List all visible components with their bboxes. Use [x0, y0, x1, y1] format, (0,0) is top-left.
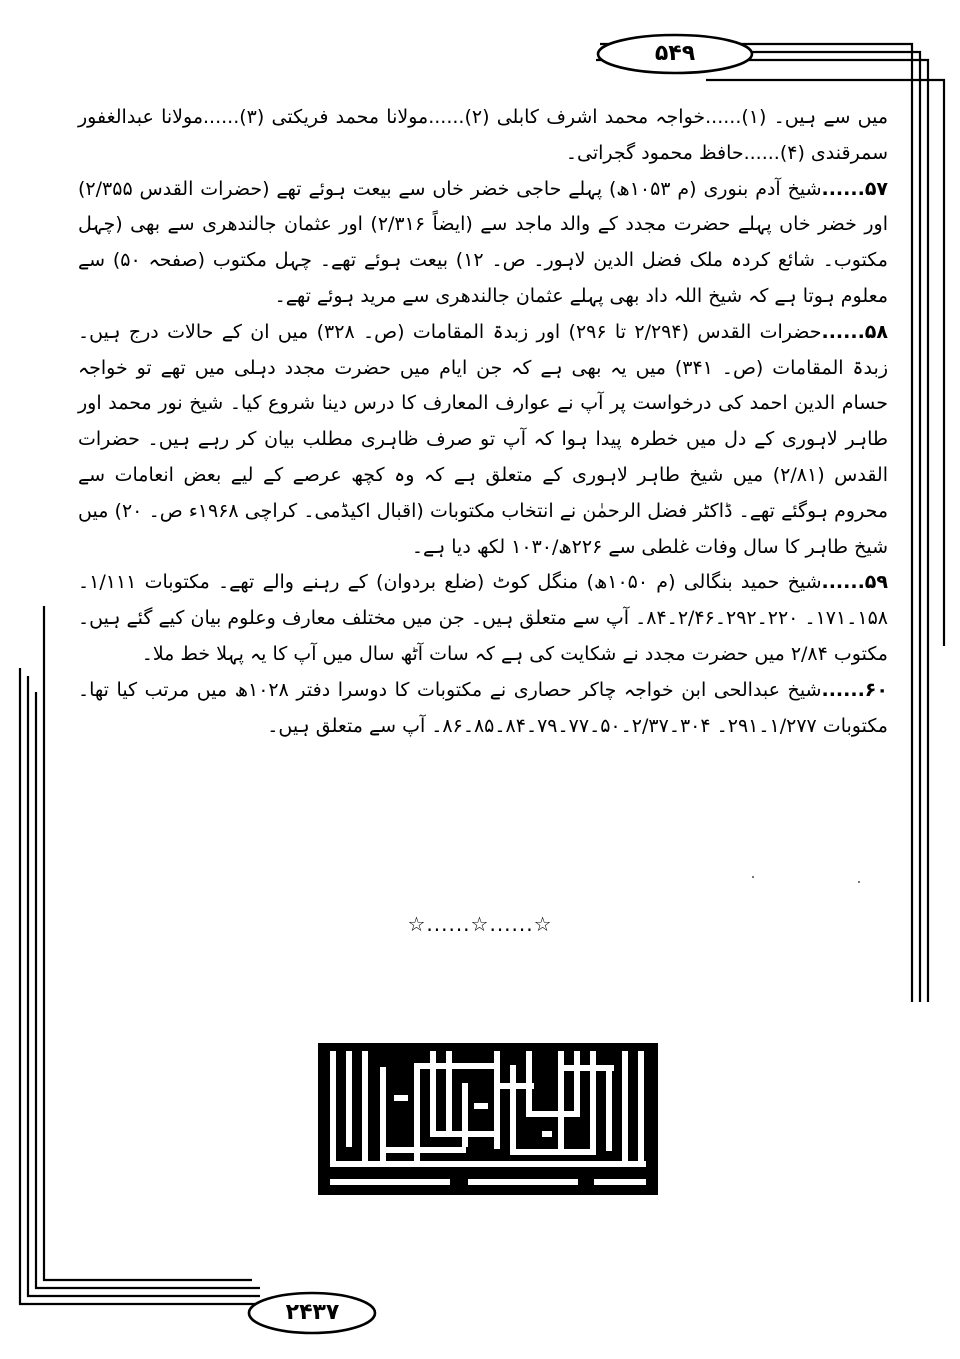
note-60-text: شیخ عبدالحی ابن خواجہ چاکر حصاری نے مکتوبات کا دوسرا دفتر ۱۰۲۸ھ میں مرتب کیا تھا۔ مکتوبات ۱/۲۷۷۔۲۹۱۔ ۳۰۴۔۲/۳۷۔۵۰۔۷۷۔۷۹۔۸۴۔۸۵۔۸۶۔ آپ سے متعلق ہیں۔: [78, 678, 888, 737]
scan-speck: [858, 881, 860, 883]
intro-paragraph: میں سے ہیں۔ (۱)......خواجہ محمد اشرف کابلی (۲)......مولانا محمد فریکتی (۳)......مولانا عبدالغفور سمرقندی (۴)......حافظ محمود گجراتی۔: [78, 106, 888, 164]
note-59: [78, 565, 888, 672]
note-60: [78, 673, 888, 745]
footnotes-body: [78, 100, 888, 744]
page-number-bottom: ۲۴۳۷: [285, 1300, 340, 1325]
note-57: [78, 172, 888, 315]
note-57-number: ۵۷......: [821, 177, 889, 200]
scan-speck: [752, 876, 754, 878]
note-59-number: ۵۹......: [821, 571, 888, 594]
note-59-text: شیخ حمید بنگالی (م ۱۰۵۰ھ) منگل کوٹ (ضلع بردوان) کے رہنے والے تھے۔ مکتوبات ۱/۱۱۱۔۱۵۸۔۱۷۱۔ ۲۲۰۔۲۹۲۔۲/۴۶۔۸۴۔ آپ سے متعلق ہیں۔ جن میں مختلف معارف وعلوم بیان کیے گئے ہیں۔ مکتوب ۲/۸۴ میں حضرت مجدد نے شکایت کی ہے کہ سات آٹھ سال میں آپ کا یہ پہلا خط ملا۔: [78, 571, 888, 665]
note-58-number: ۵۸......: [821, 320, 888, 343]
page-number-top: ۵۴۹: [654, 41, 696, 66]
section-separator-stars: ☆......☆......☆: [407, 912, 553, 936]
note-58: [78, 315, 888, 566]
note-57-text: شیخ آدم بنوری (م ۱۰۵۳ھ) پہلے حاجی خضر خاں سے بیعت ہوئے تھے (حضرات القدس ۲/۳۵۵) اور خضر خاں پہلے حضرت مجدد کے والد ماجد سے (ایضاً ۲/۳۱۶) اور عثمان جالندھری سے بھی (چہل مکتوب۔ شائع کردہ ملک فضل الدین لاہور۔ ص۔ ۱۲) بیعت ہوئے تھے۔ چہل مکتوب (صفحہ ۵۰) سے معلوم ہوتا ہے کہ شیخ اللہ داد بھی پہلے عثمان جالندھری سے مرید ہوئے تھے۔: [78, 177, 888, 307]
note-58-text: حضرات القدس (۲/۲۹۴ تا ۲۹۶) اور زبدۃ المقامات (ص۔ ۳۲۸) میں ان کے حالات درج ہیں۔ زبدۃ المقامات (ص۔ ۳۴۱) میں یہ بھی ہے کہ جن ایام میں حضرت مجدد دہلی میں تھے تو خواجہ حسام الدین احمد کی درخواست پر آپ نے عوارف المعارف کا درس دینا شروع کیا۔ شیخ نور محمد اور طاہر لاہوری کے دل میں خطرہ پیدا ہوا کہ آپ تو صرف ظاہری مطلب بیان کر رہے ہیں۔ حضرات القدس (۲/۸۱) میں شیخ طاہر لاہوری کے متعلق ہے کہ وہ کچھ عرصے کے لیے بعض انعامات سے محروم ہوگئے تھے۔ ڈاکٹر فضل الرحمٰن نے انتخاب مکتوبات (اقبال اکیڈمی۔ کراچی ۱۹۶۸ء ص۔ ۲۰) میں شیخ طاہر کا سال وفات غلطی سے ۲۲۶ھ/۱۰۳۰ لکھ دیا ہے۔: [78, 320, 889, 558]
note-60-number: ۶۰......: [821, 678, 888, 701]
kufic-calligraphy-ornament: [318, 1043, 658, 1195]
